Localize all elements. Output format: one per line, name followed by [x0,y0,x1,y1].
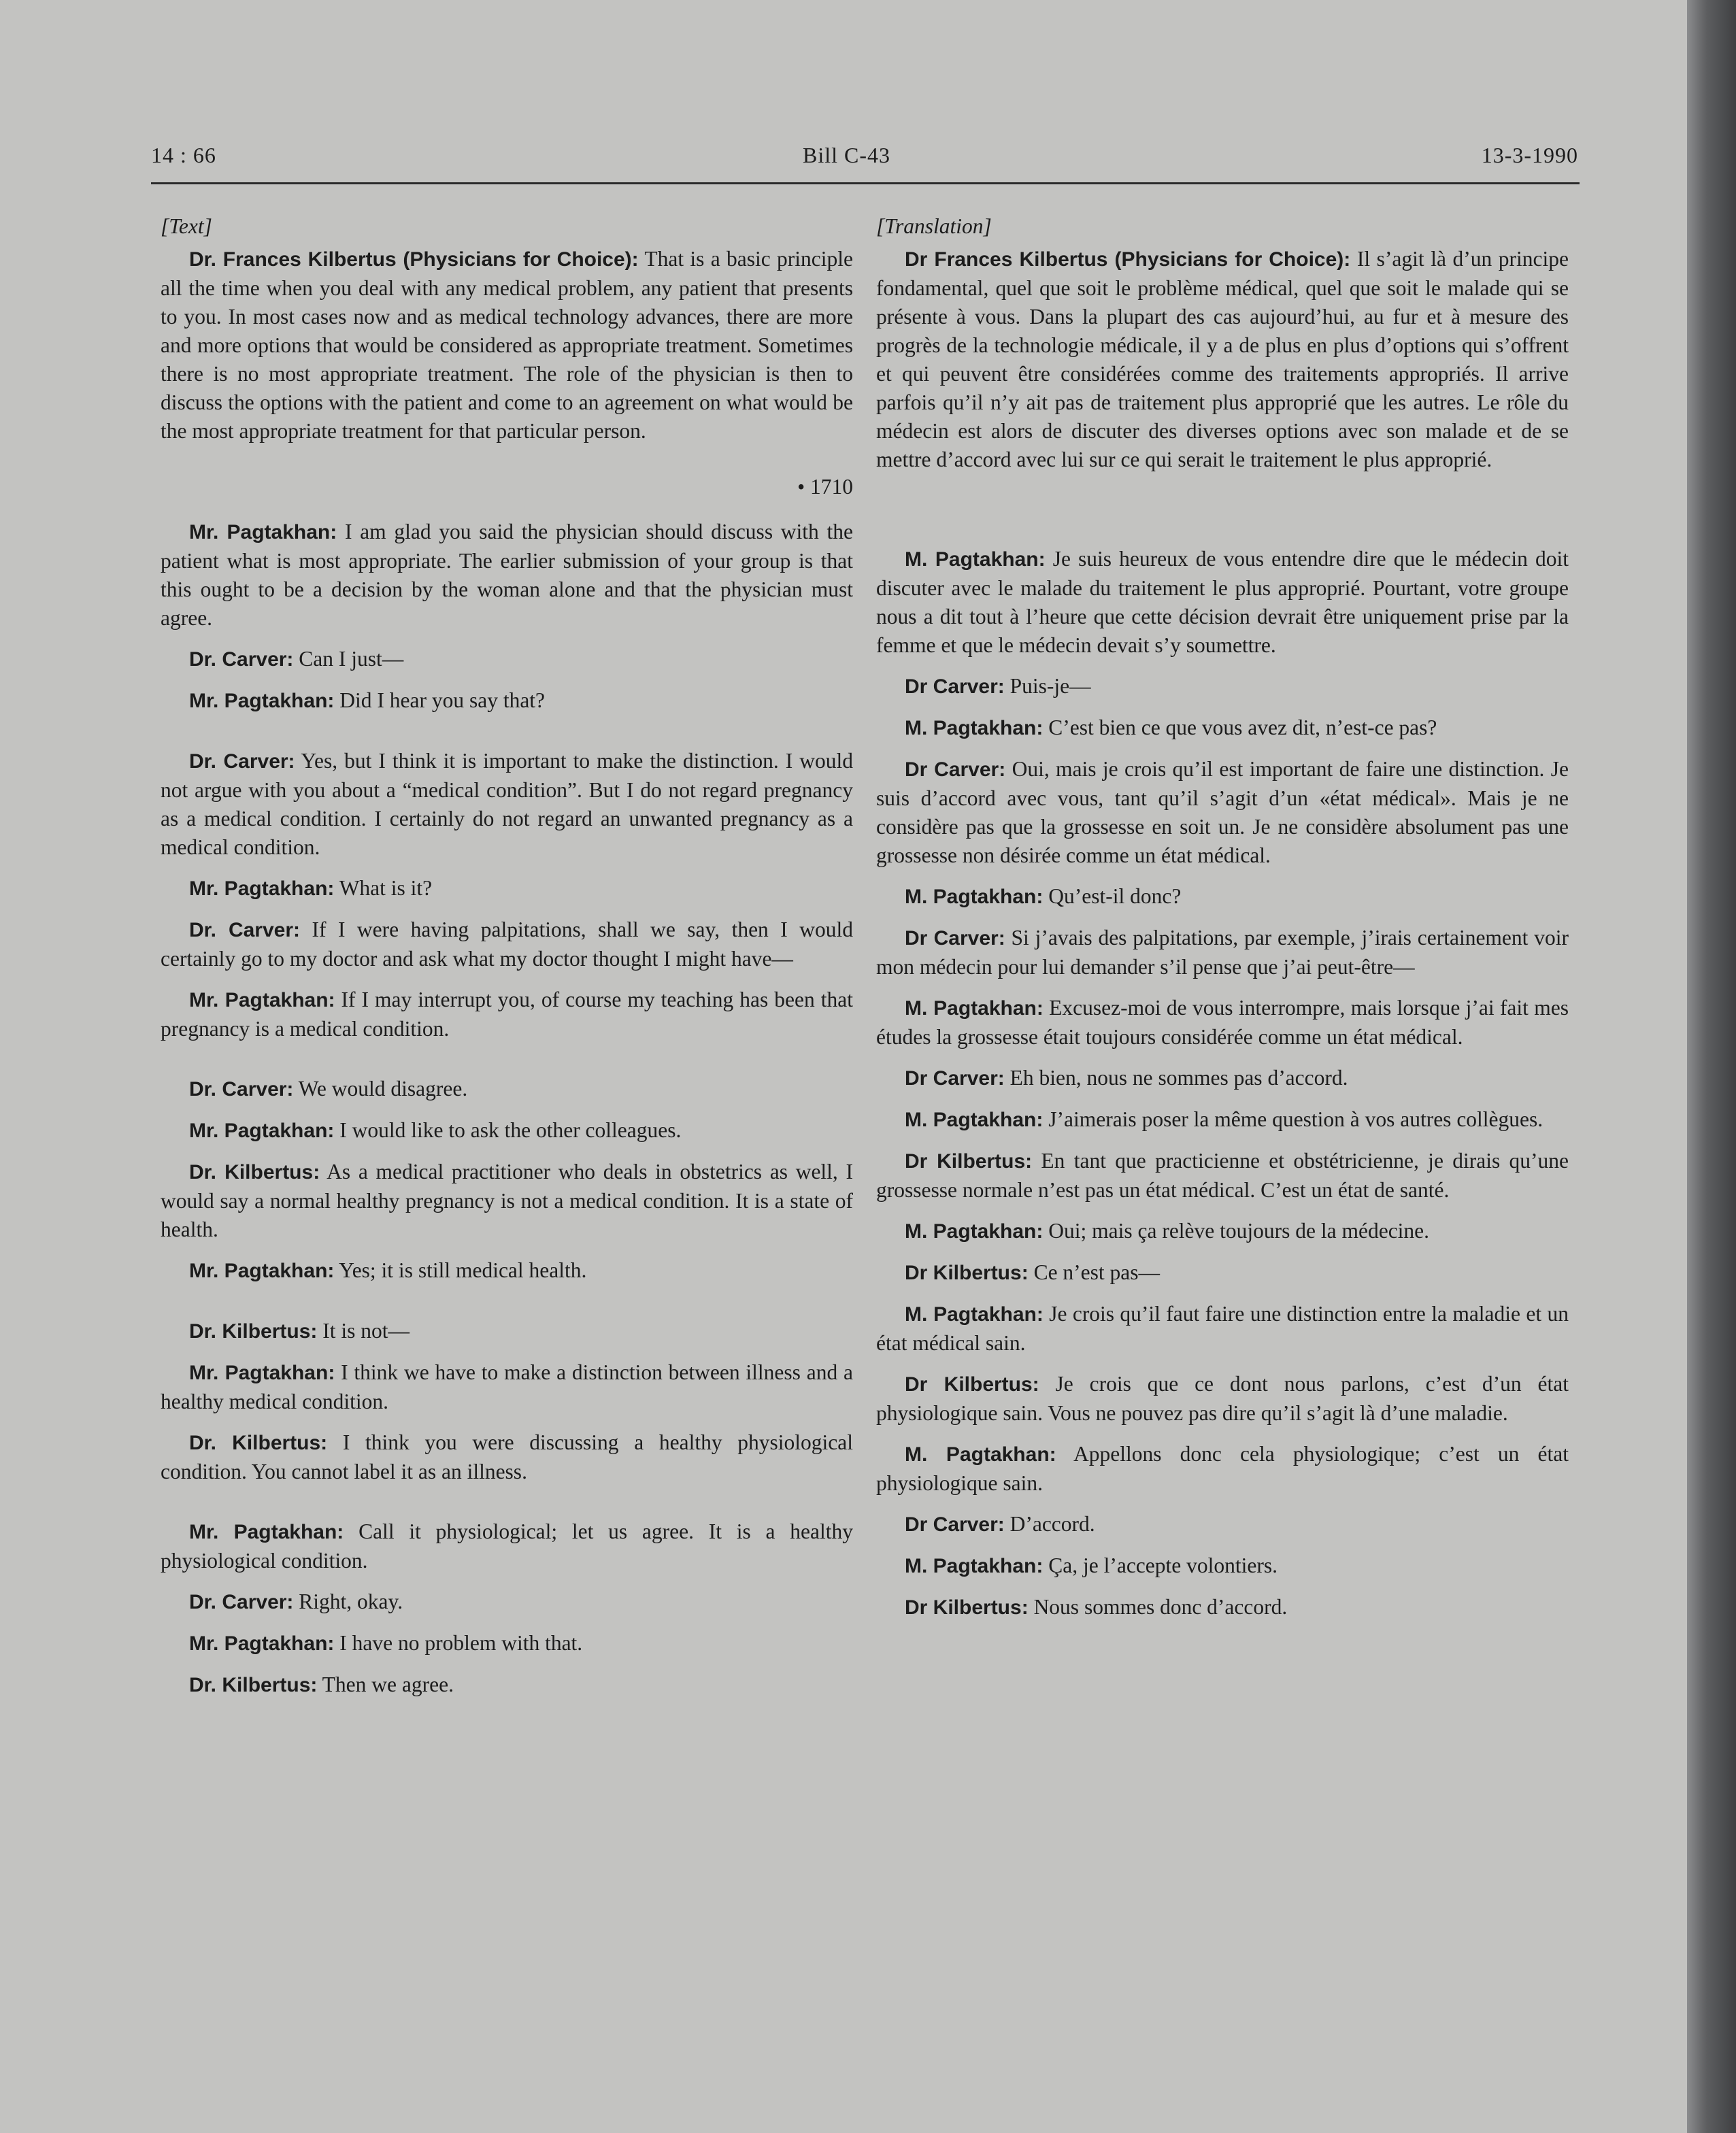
transcript-paragraph [161,874,853,903]
speech-text: We would disagree. [293,1077,468,1101]
spacer [161,1498,853,1517]
speech-text: Yes; it is still medical health. [334,1258,587,1282]
transcript-paragraph [161,1670,853,1700]
transcript-paragraph [876,1105,1569,1135]
spacer [161,1298,853,1317]
speaker-name: M. Pagtakhan: [905,1303,1044,1326]
speech-text: Je suis heureux de vous entendre dire que le médecin doit discuter avec le malade du traitement le plus approprié. Pourtant, votre groupe nous a dit tout à l’heure que cette décision devrait être uniquement prise par la femme et que le médecin devait s’y soumettre. [876,547,1569,657]
transcript-paragraph [161,645,853,674]
french-column [876,212,1569,1634]
speech-text: Si j’avais des palpitations, par exemple, j’irais certainement voir mon médecin pour lui demander s’il pense que j’ai peut-être— [876,926,1569,979]
speaker-name: Dr. Frances Kilbertus (Physicians for Choice): [189,248,639,271]
speaker-name: Mr. Pagtakhan: [189,690,335,712]
speaker-name: M. Pagtakhan: [905,1109,1044,1131]
speaker-name: Dr. Carver: [189,648,294,671]
speech-text: Qu’est-il donc? [1043,884,1182,908]
speaker-name: M. Pagtakhan: [905,1555,1044,1577]
speech-text: C’est bien ce que vous avez dit, n’est-ce pas? [1043,716,1437,739]
column-label: [Text] [161,214,212,238]
speaker-name: Dr. Kilbertus: [189,1432,328,1454]
binding-edge [1687,0,1736,2133]
speaker-name: Mr. Pagtakhan: [189,989,335,1011]
speech-text: Je crois qu’il faut faire une distinction entre la maladie et un état médical sain. [876,1302,1569,1355]
session-date: 13-3-1990 [1481,143,1578,167]
speaker-name: Mr. Pagtakhan: [189,1362,335,1384]
transcript-paragraph [161,686,853,716]
speech-text: It is not— [317,1319,410,1343]
transcript-paragraph [876,882,1569,911]
spacer [161,728,853,747]
speech-text: Did I hear you say that? [334,688,546,712]
speech-text: If I were having palpitations, shall we say, then I would certainly go to my doctor and ask what my doctor thought I might have— [161,918,853,971]
speaker-name: Mr. Pagtakhan: [189,1260,335,1282]
speaker-name: Dr Carver: [905,927,1005,950]
transcript-paragraph [161,1158,853,1244]
spacer [876,486,1569,545]
transcript-paragraph [876,713,1569,743]
speech-text: Excusez-moi de vous interrompre, mais lorsque j’ai fait mes études la grossesse était toujours considérée comme un état médical. [876,996,1569,1049]
speech-text: Je crois que ce dont nous parlons, c’est d’un état physiologique sain. Vous ne pouvez pas dire qu’il s’agit là d’une maladie. [876,1372,1569,1425]
time-marker: • 1710 [797,475,853,499]
english-column [161,212,853,1712]
transcript-paragraph [161,1256,853,1286]
speaker-name: Dr Carver: [905,1067,1005,1090]
speaker-name: M. Pagtakhan: [905,717,1044,739]
speaker-name: Dr Kilbertus: [905,1373,1039,1396]
speaker-name: Dr. Carver: [189,1591,294,1613]
speaker-name: M. Pagtakhan: [905,548,1046,571]
speech-text: Call it physiological; let us agree. It is a healthy physiological condition. [161,1519,854,1573]
speech-text: D’accord. [1004,1512,1095,1536]
speaker-name: Dr Kilbertus: [905,1262,1029,1284]
speech-text: I think you were discussing a healthy physiological condition. You cannot label it as an illness. [161,1430,853,1483]
transcript-paragraph [161,916,853,973]
transcript-paragraph [876,1510,1569,1539]
speaker-name: Mr. Pagtakhan: [189,1120,335,1142]
speaker-name: Dr Carver: [905,675,1005,698]
transcript-paragraph [876,1551,1569,1581]
transcript-paragraph [876,1217,1569,1246]
transcript-paragraph [161,986,853,1043]
speech-text: Nous sommes donc d’accord. [1028,1595,1288,1619]
transcript-paragraph [161,1317,853,1346]
speaker-name: Dr. Carver: [189,1078,294,1101]
speaker-name: M. Pagtakhan: [905,886,1044,908]
speech-text: Il s’agit là d’un principe fondamental, quel que soit le problème médical, quel que soit le malade qui se présente à vous. Dans la plupart des cas aujourd’hui, au fur et à mesure des progrès de la technologie médicale, il y a de plus en plus d’options qui s’offrent et qui peuvent être considérées comme des traitements appropriés. Il arrive parfois qu’il n’y ait pas de traitement plus approprié que les autres. Le rôle du médecin est alors de discuter des diverses options avec son malade et de se mettre d’accord avec lui sur ce qui serait le traitement le plus approprié. [876,247,1569,471]
speaker-name: Dr Frances Kilbertus (Physicians for Choice): [905,248,1351,271]
speech-text: As a medical practitioner who deals in obstetrics as well, I would say a normal healthy pregnancy is not a medical condition. It is a state of health. [161,1160,853,1241]
transcript-paragraph [161,518,853,633]
transcript-paragraph [876,1300,1569,1358]
transcript-paragraph [876,245,1569,474]
speaker-name: Mr. Pagtakhan: [189,521,337,543]
transcript-paragraph [876,1258,1569,1288]
transcript-paragraph [876,755,1569,870]
transcript-paragraph [876,994,1569,1052]
speaker-name: Mr. Pagtakhan: [189,1632,335,1655]
speaker-name: Dr. Carver: [189,750,295,773]
speech-text: En tant que practicienne et obstétricienne, je dirais qu’une grossesse normale n’est pas un état médical. C’est un état de santé. [876,1149,1569,1202]
column-label: [Translation] [876,214,992,238]
transcript-paragraph [876,1440,1569,1498]
transcript-paragraph [161,1358,853,1416]
speaker-name: Dr. Kilbertus: [189,1320,318,1343]
speech-text: I have no problem with that. [334,1631,583,1655]
speech-text: J’aimerais poser la même question à vos autres collègues. [1043,1107,1543,1131]
speaker-name: Dr Carver: [905,758,1006,781]
speech-text: That is a basic principle all the time when you deal with any medical problem, any patient that presents to you. In most cases now and as medical technology advances, there are more and more options that would be considered as appropriate treatment. Sometimes there is no most appropriate treatment. The role of the physician is then to discuss the options with the patient and come to an agreement on what would be the most appropriate treatment for that particular person. [161,247,853,443]
speech-text: Eh bien, nous ne sommes pas d’accord. [1004,1066,1348,1090]
transcript-paragraph [161,1629,853,1658]
speaker-name: Dr Carver: [905,1513,1005,1536]
speech-text: Oui, mais je crois qu’il est important de faire une distinction. Je suis d’accord avec vous, tant qu’il s’agit d’un «état médical». Mais je ne considère pas que la grossesse en soit un. Je ne considère absolument pas une grossesse non désirée comme un état médical. [876,757,1569,867]
speech-text: Appellons donc cela physiologique; c’est un état physiologique sain. [876,1442,1569,1495]
speech-text: Ça, je l’accepte volontiers. [1043,1553,1278,1577]
spacer [161,1056,853,1075]
header-rule [151,182,1580,184]
transcript-paragraph [161,1116,853,1145]
transcript-paragraph [876,924,1569,981]
speech-text: I am glad you said the physician should discuss with the patient what is most appropriate. The earlier submission of your group is that this ought to be a decision by the woman alone and that the physician must agree. [161,520,853,630]
transcript-paragraph [161,747,853,862]
speaker-name: Dr Kilbertus: [905,1596,1029,1619]
speech-text: I think we have to make a distinction between illness and a healthy medical condition. [161,1360,853,1413]
transcript-paragraph [161,1517,853,1575]
transcript-paragraph [161,1075,853,1104]
speech-text: Ce n’est pas— [1028,1260,1161,1284]
transcript-paragraph [876,1147,1569,1205]
transcript-paragraph [876,672,1569,701]
speaker-name: Dr. Kilbertus: [189,1161,320,1183]
speaker-name: Dr. Kilbertus: [189,1674,318,1696]
speaker-name: M. Pagtakhan: [905,1443,1056,1466]
speech-text: Yes, but I think it is important to make the distinction. I would not argue with you about a “medical condition”. But I do not regard pregnancy as a medical condition. I certainly do not regard an unwanted pregnancy as a medical condition. [161,749,853,859]
transcript-paragraph [161,1428,853,1486]
speaker-name: Mr. Pagtakhan: [189,877,335,900]
speech-text: If I may interrupt you, of course my teaching has been that pregnancy is a medical condition. [161,988,853,1041]
transcript-paragraph [876,1064,1569,1093]
speech-text: What is it? [334,876,433,900]
speaker-name: Dr Kilbertus: [905,1150,1033,1173]
speaker-name: Dr. Carver: [189,919,301,941]
transcript-paragraph [876,1593,1569,1622]
speech-text: I would like to ask the other colleagues. [334,1118,682,1142]
speech-text: Right, okay. [293,1590,403,1613]
speaker-name: Mr. Pagtakhan: [189,1521,344,1543]
page-number: 14 : 66 [151,143,216,167]
transcript-paragraph [876,545,1569,660]
speaker-name: M. Pagtakhan: [905,997,1044,1020]
speech-text: Can I just— [293,647,404,671]
bill-title: Bill C-43 [803,143,891,167]
speech-text: Puis-je— [1004,674,1091,698]
transcript-paragraph [161,245,853,446]
transcript-paragraph [161,1588,853,1617]
transcript-paragraph [876,1370,1569,1428]
speech-text: Then we agree. [317,1673,454,1696]
speaker-name: M. Pagtakhan: [905,1220,1044,1243]
speech-text: Oui; mais ça relève toujours de la médecine. [1043,1219,1430,1243]
